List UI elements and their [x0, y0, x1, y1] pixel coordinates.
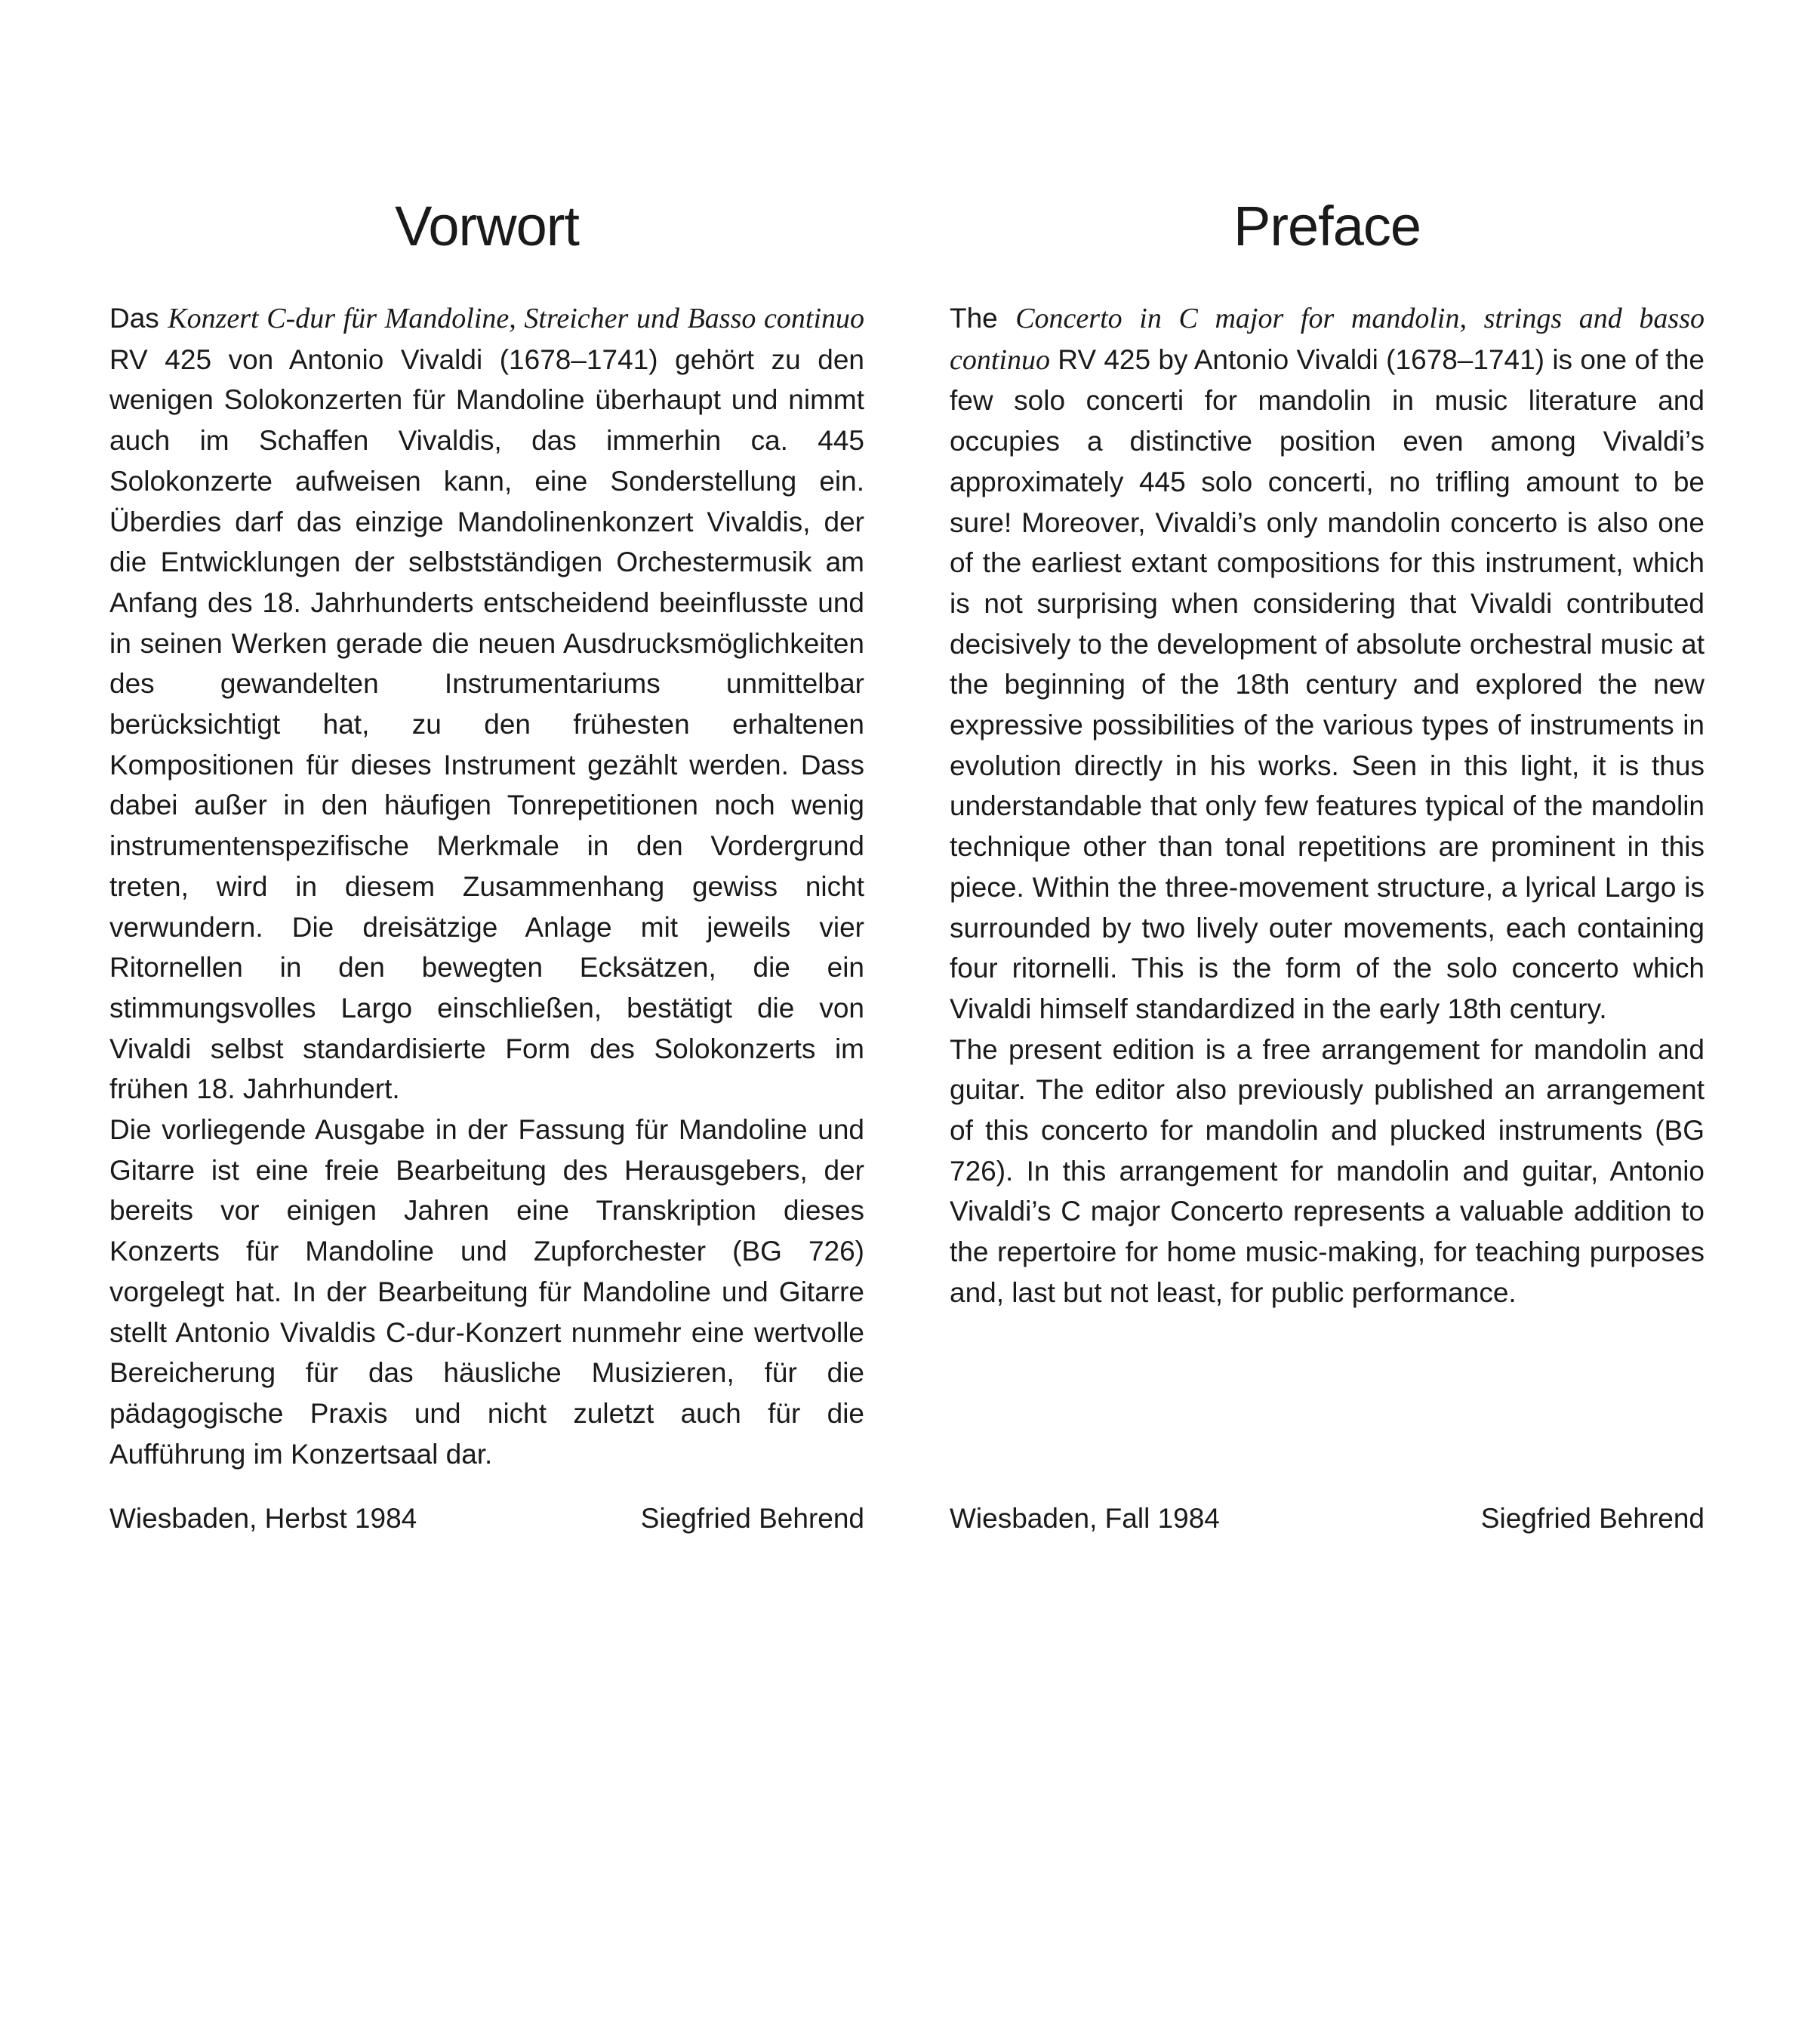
preface-heading: Preface: [1233, 195, 1421, 257]
preface-p1-rest: RV 425 by Antonio Vivaldi (1678–1741) is one of the few solo concerti for mandolin in music literature and occupies a distinctive position even among Vivaldi’s approximately 445 solo concerti, no trifling amount to be sure! Moreover, Vivaldi’s only mandolin concerto is also one of the earliest extant compositions for this instrument, which is not surprising when considering that Vivaldi contributed decisively to the development of absolute orchestral music at the beginning of the 18th century and explored the new expressive possibilities of the various types of instruments in evolution directly in his works. Seen in this light, it is thus understandable that only few features typical of the mandolin technique other than tonal repetitions are prominent in this piece. Within the three-movement structure, a lyrical Largo is surrounded by two lively outer movements, each containing four ritornelli. This is the form of the solo concerto which Vivaldi himself standardized in the early 18th century.: [950, 343, 1705, 1024]
vorwort-heading: Vorwort: [395, 195, 579, 257]
preface-author: Siegfried Behrend: [1480, 1503, 1705, 1534]
vorwort-p1-rest: RV 425 von Antonio Vivaldi (1678–1741) gehört zu den wenigen Solokonzerten für Mandoline überhaupt und nimmt auch im Schaffen Vivaldis, das immerhin ca. 445 Solokonzerte aufweisen kann, eine Sonderstellung ein. Überdies darf das einzige Mandolinenkonzert Vivaldis, der die Entwicklungen der selbstständigen Orchestermusik am Anfang des 18. Jahrhunderts entscheidend beeinflusste und in seinen Werken gerade die neuen Ausdrucksmöglichkeiten des gewandelten Instrumentariums unmittelbar berücksichtigt hat, zu den frühesten erhaltenen Kompositionen für dieses Instrument gezählt werden. Dass dabei außer in den häufigen Tonrepetitionen noch wenig instrumentenspezifische Merkmale in den Vordergrund treten, wird in diesem Zusammenhang gewiss nicht verwundern. Die dreisätzige Anlage mit jeweils vier Ritornellen in den bewegten Ecksätzen, die ein stimmungsvolles Largo einschließen, bestätigt die von Vivaldi selbst standardisierte Form des Solokonzerts im frühen 18. Jahrhundert.: [109, 343, 864, 1105]
vorwort-work-title: Konzert C-dur für Mandoline, Streicher und Basso continuo: [168, 303, 865, 334]
vorwort-body: [109, 298, 864, 1474]
preface-work-title: Concerto in C major for mandolin, strings and basso continuo: [950, 303, 1705, 376]
vorwort-signature: [109, 1498, 864, 1539]
vorwort-paragraph-1: [109, 298, 864, 1110]
vorwort-column: [109, 189, 864, 1474]
vorwort-p1-lead: Das: [109, 303, 168, 334]
preface-place-date: Wiesbaden, Fall 1984: [950, 1503, 1220, 1534]
preface-p1-lead: The: [950, 303, 1016, 334]
vorwort-place-date: Wiesbaden, Herbst 1984: [109, 1503, 417, 1534]
preface-paragraph-2: The present edition is a free arrangement for mandolin and guitar. The editor also previously published an arrangement of this concerto for mandolin and plucked instruments (BG 726). In this arrangement for mandolin and guitar, Antonio Vivaldi’s C major Concerto represents a valuable addition to the repertoire for home music-making, for teaching purposes and, last but not least, for public performance.: [950, 1033, 1705, 1308]
vorwort-paragraph-2: Die vorliegende Ausgabe in der Fassung für Mandoline und Gitarre ist eine freie Bearbeitung des Herausgebers, der bereits vor einigen Jahren eine Transkription dieses Konzerts für Mandoline und Zupforchester (BG 726) vorgelegt hat. In der Bearbeitung für Mandoline und Gitarre stellt Antonio Vivaldis C-dur-Konzert nunmehr eine wertvolle Bereicherung für das häusliche Musizieren, für die pädagogische Praxis und nicht zuletzt auch für die Aufführung im Konzertsaal dar.: [109, 1114, 864, 1470]
preface-signature: [950, 1498, 1705, 1539]
preface-paragraph-1: [950, 298, 1705, 1030]
preface-body: [950, 298, 1705, 1313]
vorwort-author: Siegfried Behrend: [640, 1503, 864, 1534]
preface-column: [950, 189, 1705, 1313]
